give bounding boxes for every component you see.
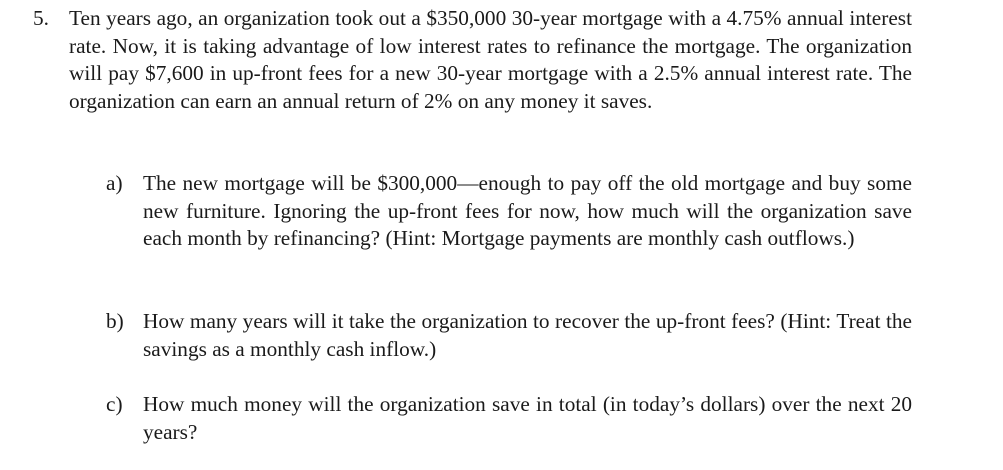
part-b-text: How many years will it take the organization to recover the up-front fees? (Hint: Treat the savings as a monthly cash inflow.) bbox=[143, 309, 912, 361]
part-b-label: b) bbox=[106, 309, 124, 333]
part-c-label: c) bbox=[106, 392, 123, 416]
part-c-text: How much money will the organization save in total (in today’s dollars) over the next 20 years? bbox=[143, 392, 912, 444]
part-a-label: a) bbox=[106, 171, 123, 195]
problem-statement: Ten years ago, an organization took out a $350,000 30-year mortgage with a 4.75% annual interest rate. Now, it is taking advantage of low interest rates to refinance the mortgage. The organization will pay $7,600 in up-front fees for a new 30-year mortgage with a 2.5% annual interest rate. The organization can earn an annual return of 2% on any money it saves. bbox=[69, 6, 912, 113]
part-a-text: The new mortgage will be $300,000—enough to pay off the old mortgage and buy some new furniture. Ignoring the up-front fees for now, how much will the organization save each month by refinancing? (Hint: Mortgage payments are monthly cash outflows.) bbox=[143, 171, 912, 251]
problem-number: 5. bbox=[33, 6, 49, 30]
